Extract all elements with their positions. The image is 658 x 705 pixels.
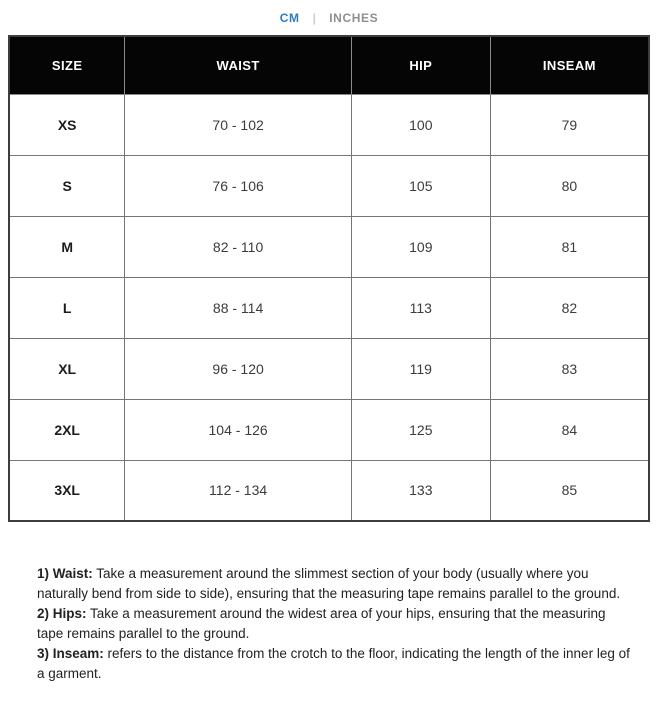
column-header-waist: WAIST: [125, 36, 352, 94]
column-header-size: SIZE: [9, 36, 125, 94]
note-hips-label: 2) Hips:: [37, 606, 87, 621]
size-value: S: [9, 155, 125, 216]
note-inseam-text: refers to the distance from the crotch to the floor, indicating the length of the inner leg of a garment.: [37, 646, 630, 681]
column-header-hip: HIP: [351, 36, 490, 94]
inseam-value: 82: [490, 277, 649, 338]
note-hips-text: Take a measurement around the widest area of your hips, ensuring that the measuring tape remains parallel to the ground.: [37, 606, 606, 641]
size-value: 2XL: [9, 399, 125, 460]
waist-value: 76 - 106: [125, 155, 352, 216]
note-inseam-label: 3) Inseam:: [37, 646, 104, 661]
size-chart-table: [8, 35, 650, 522]
note-inseam: [37, 644, 635, 684]
table-row: [9, 277, 649, 338]
hip-value: 119: [351, 338, 490, 399]
inseam-value: 81: [490, 216, 649, 277]
table-row: [9, 94, 649, 155]
hip-value: 113: [351, 277, 490, 338]
hip-value: 125: [351, 399, 490, 460]
unit-toggle-separator: |: [312, 11, 317, 25]
table-row: [9, 155, 649, 216]
inseam-value: 80: [490, 155, 649, 216]
table-header-row: [9, 36, 649, 94]
unit-option-cm[interactable]: CM: [279, 11, 300, 25]
inseam-value: 84: [490, 399, 649, 460]
waist-value: 82 - 110: [125, 216, 352, 277]
table-row: [9, 460, 649, 521]
unit-toggle: [0, 0, 658, 35]
size-value: XS: [9, 94, 125, 155]
note-waist-text: Take a measurement around the slimmest section of your body (usually where you naturally bend from side to side), ensuring that the measuring tape remains parallel to the ground.: [37, 566, 621, 601]
hip-value: 109: [351, 216, 490, 277]
inseam-value: 85: [490, 460, 649, 521]
size-value: 3XL: [9, 460, 125, 521]
hip-value: 100: [351, 94, 490, 155]
note-waist-label: 1) Waist:: [37, 566, 93, 581]
measurement-notes: [37, 564, 635, 684]
column-header-inseam: INSEAM: [490, 36, 649, 94]
waist-value: 88 - 114: [125, 277, 352, 338]
inseam-value: 79: [490, 94, 649, 155]
hip-value: 133: [351, 460, 490, 521]
table-row: [9, 399, 649, 460]
hip-value: 105: [351, 155, 490, 216]
waist-value: 112 - 134: [125, 460, 352, 521]
size-value: M: [9, 216, 125, 277]
note-waist: [37, 564, 635, 604]
table-row: [9, 216, 649, 277]
waist-value: 70 - 102: [125, 94, 352, 155]
unit-option-inches[interactable]: INCHES: [329, 11, 379, 25]
size-value: XL: [9, 338, 125, 399]
waist-value: 104 - 126: [125, 399, 352, 460]
note-hips: [37, 604, 635, 644]
table-row: [9, 338, 649, 399]
waist-value: 96 - 120: [125, 338, 352, 399]
size-value: L: [9, 277, 125, 338]
inseam-value: 83: [490, 338, 649, 399]
size-chart: [8, 35, 650, 522]
